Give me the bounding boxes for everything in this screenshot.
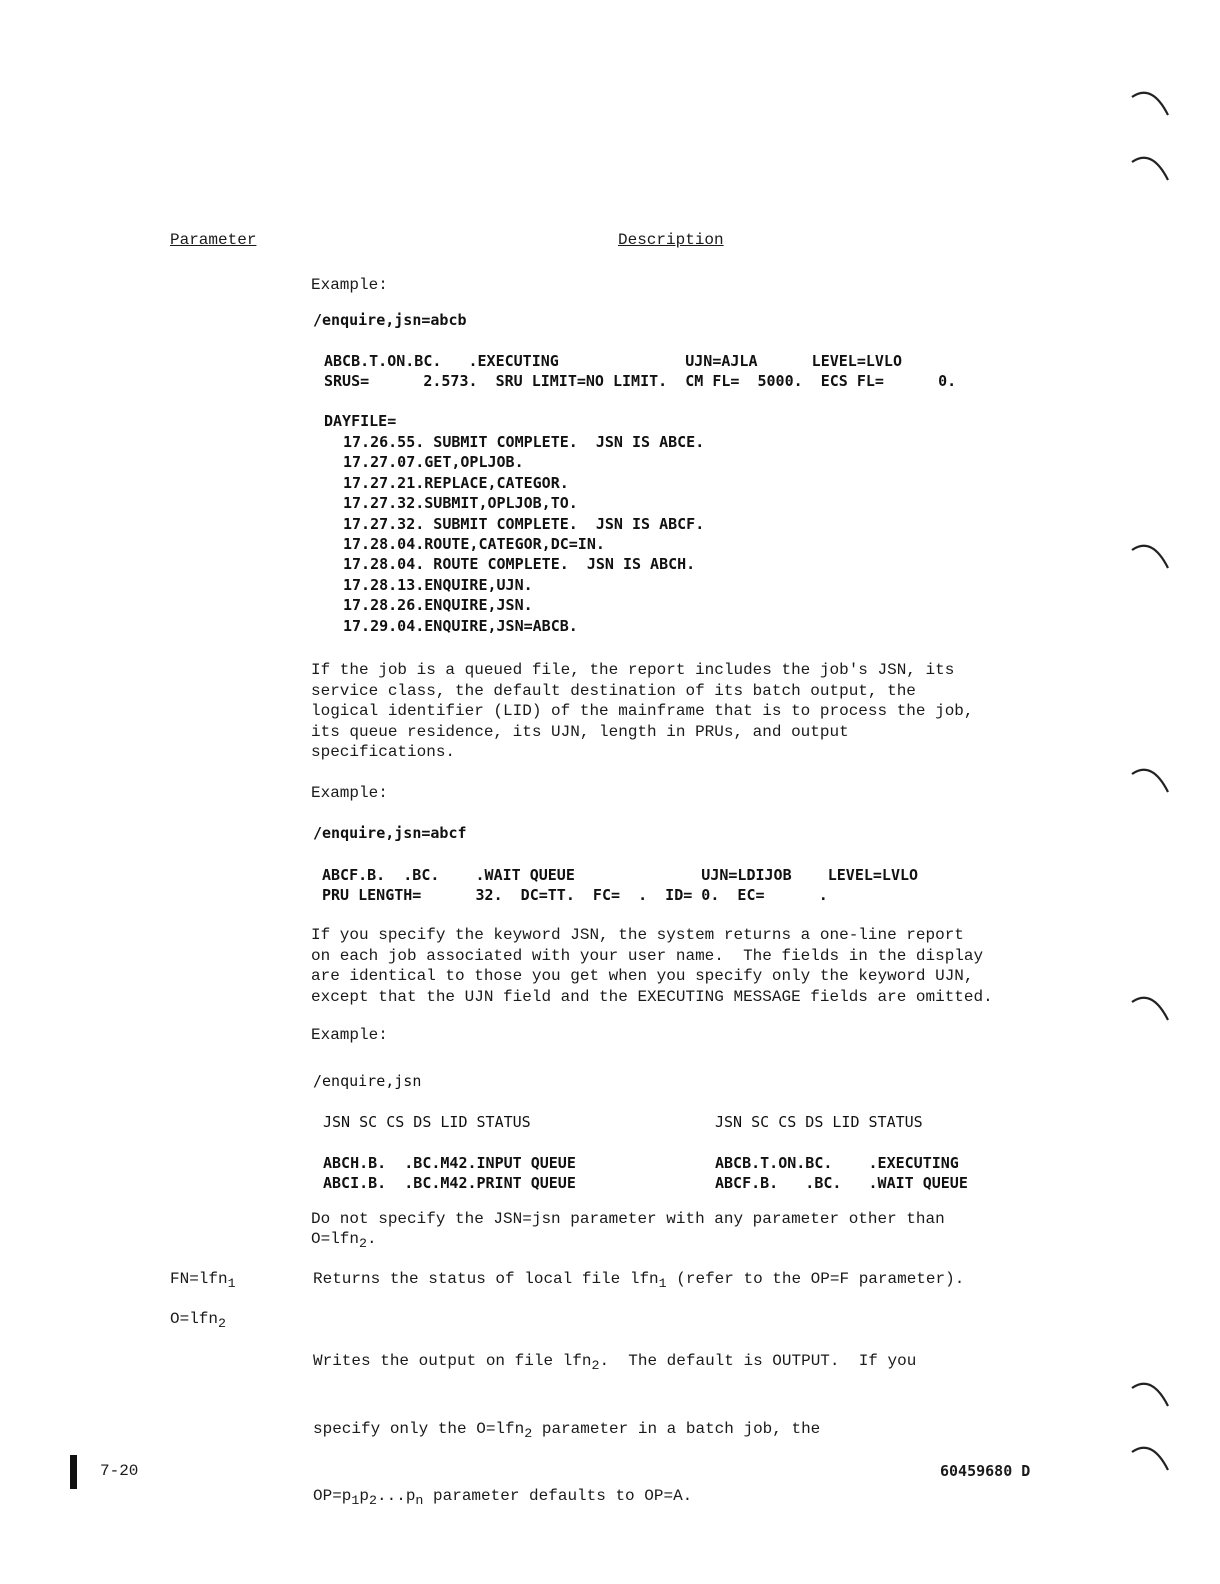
keyword-jsn-paragraph: If you specify the keyword JSN, the system returns a one-line report on each job associated with your user name. The fields in the display are identical to those you get when you specify only the keyword UJN, except that the UJN field and the EXECUTING MESSAGE fields are omitted. (311, 926, 993, 1006)
param-o-line-2: specify only the O=lfn$_2$ parameter in a batch job, the (313, 1419, 821, 1442)
jsn-restriction-note (311, 1209, 945, 1255)
binder-hole-mark-icon (1130, 990, 1170, 1030)
binder-hole-mark-icon (1130, 1376, 1170, 1416)
dayfile-entry: 17.27.32.SUBMIT,OPLJOB,TO. (343, 494, 578, 513)
table-row: ABCB.T.ON.BC. .EXECUTING (715, 1154, 959, 1172)
dayfile-label: DAYFILE= (324, 412, 397, 430)
param-o-line-3: $OP=p_1p_2...p_n$ parameter defaults to OP=A. (313, 1487, 693, 1510)
output-line: ABCB.T.ON.BC. .EXECUTING UJN=AJLA LEVEL=LVLO (324, 352, 902, 370)
table-row: ABCF.B. .BC. .WAIT QUEUE (715, 1174, 968, 1192)
jsn-table-header-right: JSN SC CS DS LID STATUS (715, 1113, 923, 1131)
output-line: PRU LENGTH= 32. DC=TT. FC= . ID= 0. EC= . (322, 886, 828, 905)
dayfile-entry: 17.27.32. SUBMIT COMPLETE. JSN IS ABCF. (343, 514, 705, 533)
example-1-label: Example: (311, 276, 388, 294)
dayfile-list (343, 432, 704, 636)
dayfile-entry: 17.27.21.REPLACE,CATEGOR. (343, 473, 569, 492)
output-line: ABCF.B. .BC. .WAIT QUEUE UJN=LDIJOB LEVEL=LVLO (322, 866, 919, 884)
jsn-table-left-rows (323, 1153, 576, 1193)
binder-hole-mark-icon (1130, 762, 1170, 802)
jsn-table-right-rows (715, 1153, 968, 1193)
table-row: ABCI.B. .BC.M42.PRINT QUEUE (323, 1174, 576, 1192)
output-line: SRUS= 2.573. SRU LIMIT=NO LIMIT. CM FL= 5000. ECS FL= 0. (324, 372, 957, 391)
example-3-command: /enquire,jsn (313, 1072, 422, 1090)
example-2-label: Example: (311, 784, 388, 802)
page-number: 7-20 (100, 1462, 139, 1480)
example-1-output (324, 351, 956, 392)
note-line-2: O=lfn$_2$. (311, 1230, 377, 1253)
param-o-name: O=lfn$_2$ (170, 1310, 227, 1333)
param-fn-name: FN=lfn$_1$ (170, 1270, 236, 1293)
example-2-command: /enquire,jsn=abcf (313, 824, 467, 842)
dayfile-entry: 17.29.04.ENQUIRE,JSN=ABCB. (343, 616, 578, 635)
queued-file-paragraph: If the job is a queued file, the report includes the job's JSN, its service class, the default destination of its batch output, the logical identifier (LID) of the mainframe that is to process the job, its queue residence, its UJN, length in PRUs, and output specifications. (311, 661, 974, 761)
note-line-1: Do not specify the JSN=jsn parameter with any parameter other than (311, 1210, 945, 1228)
dayfile-entry: 17.28.26.ENQUIRE,JSN. (343, 596, 533, 615)
parameter-column-header: Parameter (170, 231, 257, 249)
dayfile-entry: 17.28.04. ROUTE COMPLETE. JSN IS ABCH. (343, 555, 696, 574)
binder-hole-mark-icon (1130, 1440, 1170, 1480)
binder-hole-mark-icon (1130, 150, 1170, 190)
param-o-line-1: Writes the output on file lfn$_2$. The default is OUTPUT. If you (313, 1352, 917, 1375)
change-bar (70, 1455, 77, 1489)
binder-hole-mark-icon (1130, 538, 1170, 578)
dayfile-entry: 17.26.55. SUBMIT COMPLETE. JSN IS ABCE. (343, 433, 705, 451)
dayfile-entry: 17.28.04.ROUTE,CATEGOR,DC=IN. (343, 535, 605, 554)
description-column-header: Description (618, 231, 724, 249)
document-number: 60459680 D (940, 1462, 1031, 1480)
table-row: ABCH.B. .BC.M42.INPUT QUEUE (323, 1154, 576, 1172)
param-o-description (313, 1310, 916, 1534)
example-2-output (322, 865, 918, 906)
dayfile-entry: 17.28.13.ENQUIRE,UJN. (343, 575, 533, 594)
example-1-command: /enquire,jsn=abcb (313, 311, 467, 329)
param-fn-description: Returns the status of local file lfn$_1$ (refer to the OP=F parameter). (313, 1270, 965, 1293)
dayfile-entry: 17.27.07.GET,OPLJOB. (343, 453, 524, 472)
binder-hole-mark-icon (1130, 85, 1170, 125)
jsn-table-header-left: JSN SC CS DS LID STATUS (323, 1113, 531, 1131)
example-3-label: Example: (311, 1026, 388, 1044)
